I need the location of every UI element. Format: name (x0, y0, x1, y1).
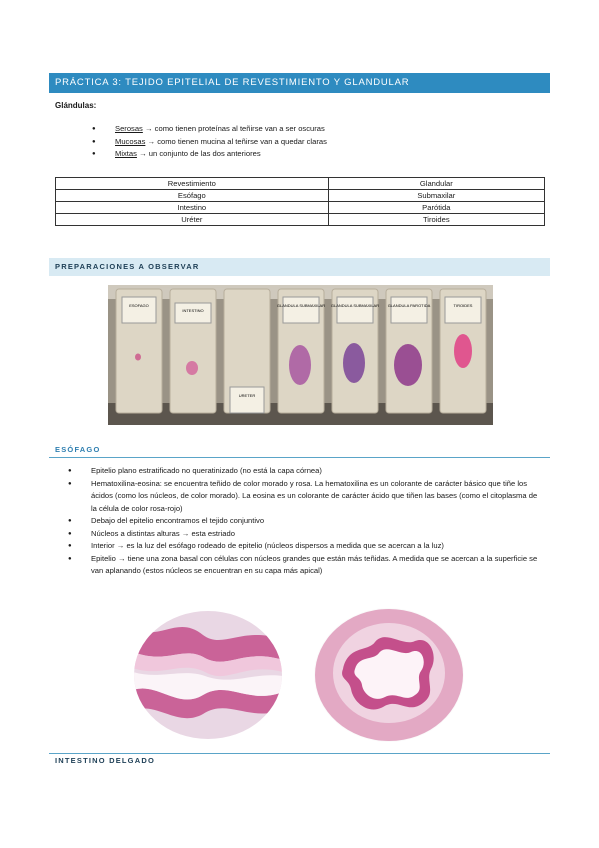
list-item: ● Epitelio → tiene una zona basal con células con núcleos grandes que están más teñidas. A medida que se acercan a la superficie se van aplanando (estos núcleos se encuentran en su capa más apical) (68, 553, 544, 578)
section-title: PRÁCTICA 3: TEJIDO EPITELIAL DE REVESTIMIENTO Y GLANDULAR (49, 73, 550, 93)
gland-term: Mixtas (115, 149, 137, 158)
table-cell: Intestino (56, 202, 329, 214)
micrograph-esofago-detail (133, 610, 283, 740)
slide-2 (170, 289, 216, 413)
gland-table (55, 177, 545, 226)
list-item: ● Núcleos a distintas alturas → esta estriado (68, 528, 544, 541)
slide-label: GLANDULA SUBMAXILAR (276, 303, 326, 308)
table-cell: Parótida (328, 202, 544, 214)
slide-6 (386, 289, 432, 413)
tissue-sample (454, 334, 472, 368)
tissue-sample (343, 343, 365, 383)
slide-label: GLANDULA SUBMAXILAR (330, 303, 380, 308)
slide-1 (116, 289, 162, 413)
glands-list (92, 123, 542, 161)
table-header: Glandular (328, 178, 544, 190)
gland-term: Mucosas (115, 136, 146, 146)
table-row (56, 190, 545, 202)
slide-label: ESOFAGO (129, 303, 149, 308)
gland-term: Serosas (115, 124, 143, 133)
esofago-list (68, 465, 544, 578)
glands-heading: Glándulas: (55, 101, 97, 110)
table-cell: Uréter (56, 214, 329, 226)
slide-5 (331, 289, 379, 413)
table-row (56, 202, 545, 214)
intestino-heading: INTESTINO DELGADO (49, 753, 550, 765)
gland-text: → como tienen proteínas al teñirse van a ser oscuras (142, 124, 325, 133)
list-item: ● Interior → es la luz del esófago rodeado de epitelio (núcleos dispersos a medida que se acercan a la luz) (68, 540, 544, 553)
table-header: Revestimiento (56, 178, 329, 190)
slide-3 (224, 289, 270, 413)
list-item (92, 136, 542, 149)
slides-photo (108, 285, 493, 425)
slide-label: TIROIDES (453, 303, 473, 308)
slide-label: INTESTINO (182, 308, 204, 313)
list-item (92, 148, 542, 161)
gland-text: → como tienen mucina al teñirse van a quedar claras (145, 136, 327, 146)
table-cell: Tiroides (328, 214, 544, 226)
table-row (56, 214, 545, 226)
gland-text: → un conjunto de las dos anteriores (136, 149, 261, 158)
list-item: ● Hematoxilina-eosina: se encuentra teñido de color morado y rosa. La hematoxilina es un colorante de carácter básico que tiñe los ácidos (como los núcleos, de color morado). La eosina es un colorante de carácter ácido que tiñen las bases (como el citoplasma de la célula de color rosa-rojo) (68, 478, 544, 516)
table-cell: Esófago (56, 190, 329, 202)
esofago-heading: ESÓFAGO (49, 445, 550, 458)
slide-label: GLANDULA PAROTIDA (387, 303, 431, 308)
list-item: ● Epitelio plano estratificado no queratinizado (no está la capa córnea) (68, 465, 544, 478)
table-header-row (56, 178, 545, 190)
tissue-sample (394, 344, 422, 386)
slide-label: URETER (238, 393, 256, 398)
micrograph-esofago-cross-section (313, 607, 465, 743)
slide-7 (440, 289, 486, 413)
tissue-sample (186, 361, 198, 375)
tissue-sample (289, 345, 311, 385)
slide-4 (277, 289, 325, 413)
list-item (92, 123, 542, 136)
table-cell: Submaxilar (328, 190, 544, 202)
preparations-heading: PREPARACIONES A OBSERVAR (49, 258, 550, 276)
list-item: ● Debajo del epitelio encontramos el tejido conjuntivo (68, 515, 544, 528)
tissue-sample (135, 354, 141, 361)
